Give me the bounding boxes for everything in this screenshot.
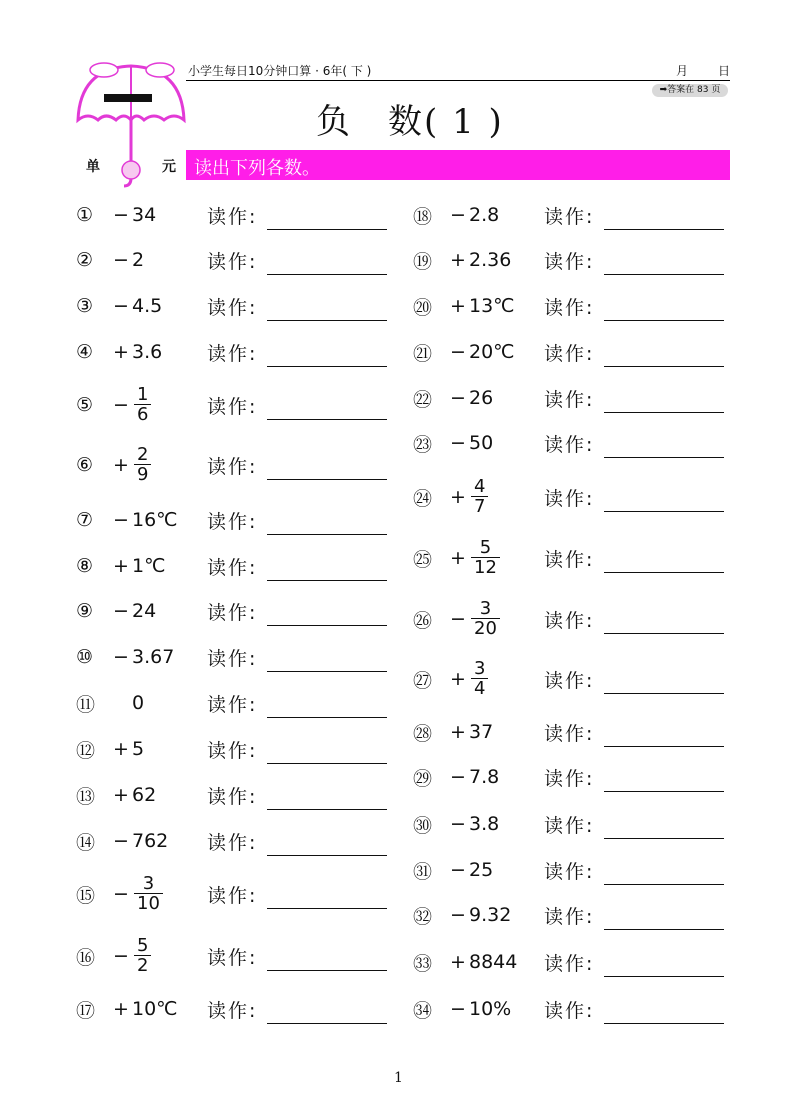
item-sign: − [450,387,466,409]
item-value: 1℃ [132,555,166,577]
item-sign: − [450,341,466,363]
item-value: 2.8 [469,204,500,226]
item-number: ⑥ [76,454,94,476]
exercise-item [76,935,151,976]
item-value: 5 [132,738,145,760]
read-as-label: 读作: [544,768,595,790]
item-number: ㉝ [413,952,433,975]
fraction-numerator: 2 [137,444,149,465]
item-sign: − [450,904,466,926]
read-as-label: 读作: [544,906,595,928]
answer-blank[interactable] [604,693,724,694]
read-as-label: 读作: [207,648,258,670]
item-number: ⑯ [76,946,96,969]
item-sign: − [113,295,129,317]
answer-blank[interactable] [604,320,724,321]
answer-blank[interactable] [604,412,724,413]
answer-blank[interactable] [267,419,387,420]
book-title: 小学生每日10分钟口算 · 6年( 下 ) [188,64,372,78]
fraction [471,539,500,577]
exercise-item [413,425,493,461]
item-number: ⑱ [413,205,433,228]
read-as-label: 读作: [544,610,595,632]
answer-blank[interactable] [604,791,724,792]
fraction-numerator: 3 [474,658,486,679]
read-as-label: 读作: [544,670,595,692]
answer-blank[interactable] [267,625,387,626]
item-value: 37 [469,721,494,743]
item-number: ⑨ [76,600,94,622]
fraction [471,478,488,516]
item-value: 3.67 [132,646,175,668]
exercise-item [413,242,511,278]
item-sign: − [450,608,466,630]
read-as-label: 读作: [207,557,258,579]
item-sign: − [450,432,466,454]
read-as-label: 读作: [544,343,595,365]
item-sign: − [450,998,466,1020]
item-value: 0 [132,692,145,714]
read-as-label: 读作: [207,343,258,365]
exercise-item [76,777,156,813]
item-value: 4.5 [132,295,163,317]
item-number: ㉒ [413,388,433,411]
item-sign: − [113,600,129,622]
header-divider [186,80,730,81]
item-number: ② [76,249,94,271]
exercise-item [76,444,151,485]
item-value: 20℃ [469,341,515,363]
item-value: 26 [469,387,494,409]
read-as-label: 读作: [207,602,258,624]
item-number: ⑲ [413,250,433,273]
item-sign: − [450,859,466,881]
read-as-label: 读作: [207,740,258,762]
read-as-label: 读作: [207,947,258,969]
fraction [471,600,500,638]
item-sign: + [113,341,129,363]
fraction-denominator: 12 [471,557,500,577]
read-as-label: 读作: [207,396,258,418]
exercise-item [76,731,144,767]
item-number: ㉕ [413,548,433,571]
read-as-label: 读作: [207,832,258,854]
answer-blank[interactable] [604,274,724,275]
item-number: ⑮ [76,884,96,907]
item-sign: − [113,646,129,668]
item-sign: + [450,721,466,743]
unit-label-dan: 单 [86,159,100,175]
unit-number-bar [104,94,152,102]
exercise-item [413,714,493,750]
item-sign: + [113,738,129,760]
item-sign: − [113,394,129,416]
exercise-item [413,476,488,517]
item-sign: − [113,249,129,271]
answer-blank[interactable] [267,855,387,856]
item-number: ⑩ [76,646,94,668]
fraction-denominator: 20 [471,618,500,638]
fraction [134,875,163,913]
answer-blank[interactable] [267,534,387,535]
fraction-denominator: 9 [134,464,151,484]
item-value: 10℃ [132,998,178,1020]
exercise-item [413,991,511,1027]
item-number: ㉘ [413,722,433,745]
exercise-item [76,334,162,370]
item-sign: + [450,951,466,973]
exercise-item [76,502,178,538]
fraction-denominator: 10 [134,893,163,913]
fraction-numerator: 3 [142,873,155,894]
read-as-label: 读作: [207,206,258,228]
answer-blank[interactable] [604,511,724,512]
item-value: 10% [469,998,512,1020]
fraction-numerator: 1 [137,384,149,405]
answer-blank[interactable] [267,320,387,321]
read-as-label: 读作: [207,1000,258,1022]
answer-blank[interactable] [604,366,724,367]
read-as-label: 读作: [207,511,258,533]
answer-blank[interactable] [604,884,724,885]
answer-blank[interactable] [267,671,387,672]
read-as-label: 读作: [544,549,595,571]
item-value: 25 [469,859,494,881]
fraction-denominator: 6 [134,404,151,424]
fraction-numerator: 3 [479,598,492,619]
exercise-item [76,242,144,278]
exercise-item [76,288,162,324]
item-value: 62 [132,784,157,806]
read-as-label: 读作: [544,861,595,883]
answer-blank[interactable] [604,229,724,230]
fraction-numerator: 5 [137,935,149,956]
item-value: 3.8 [469,813,500,835]
read-as-label: 读作: [207,885,258,907]
fraction-denominator: 4 [471,678,488,698]
page-title: 负 数( 1 ) [316,102,504,142]
exercise-item [76,197,156,233]
exercise-item [76,873,163,914]
fraction [134,446,151,484]
read-as-label: 读作: [544,251,595,273]
item-number: ③ [76,295,94,317]
answer-blank[interactable] [267,809,387,810]
exercise-item [413,852,493,888]
item-number: ㉛ [413,860,433,883]
answer-blank[interactable] [267,970,387,971]
item-value: 34 [132,204,157,226]
item-value: 7.8 [469,766,500,788]
answer-blank[interactable] [604,976,724,977]
exercise-item [76,823,168,859]
item-number: ㉗ [413,669,433,692]
answer-blank[interactable] [604,633,724,634]
exercise-item [413,759,499,795]
item-value: 3.6 [132,341,163,363]
item-value: 8844 [469,951,518,973]
read-as-label: 读作: [544,815,595,837]
exercise-item [76,384,151,425]
fraction [471,660,488,698]
exercise-item [76,593,156,629]
item-value: 9.32 [469,904,512,926]
read-as-label: 读作: [544,297,595,319]
day-label: 日 [718,64,731,78]
exercise-item [76,548,165,584]
read-as-label: 读作: [544,1000,595,1022]
answer-blank[interactable] [267,366,387,367]
item-sign: + [450,547,466,569]
answer-blank[interactable] [267,229,387,230]
item-sign: − [450,204,466,226]
item-number: ㉚ [413,814,433,837]
fraction-numerator: 4 [474,476,486,497]
answer-blank[interactable] [604,457,724,458]
item-number: ⑳ [413,296,433,319]
month-label: 月 [676,64,689,78]
answer-blank[interactable] [267,908,387,909]
item-number: ⑦ [76,509,94,531]
answer-blank[interactable] [267,717,387,718]
item-sign: − [450,813,466,835]
item-value: 24 [132,600,157,622]
item-number: ㉙ [413,767,433,790]
exercise-item [413,288,515,324]
exercise-item [413,380,493,416]
item-number: ⑫ [76,739,96,762]
item-number: ⑭ [76,831,96,854]
item-number: ⑬ [76,785,96,808]
read-as-label: 读作: [544,723,595,745]
item-sign: − [113,945,129,967]
exercise-item [413,944,517,980]
item-sign: + [450,668,466,690]
item-sign: + [450,295,466,317]
read-as-label: 读作: [544,488,595,510]
item-value: 2 [132,249,145,271]
fraction [134,386,151,424]
item-sign: + [113,784,129,806]
exercise-item [413,197,499,233]
item-value: 50 [469,432,494,454]
exercise-item [413,334,515,370]
item-number: ⑤ [76,394,94,416]
instruction-text: 读出下列各数。 [194,158,320,179]
read-as-label: 读作: [544,206,595,228]
fraction-numerator: 5 [479,537,492,558]
exercise-item [413,806,499,842]
read-as-label: 读作: [544,434,595,456]
exercise-item [413,897,511,933]
answer-blank[interactable] [267,274,387,275]
item-sign: + [113,555,129,577]
exercise-item [413,537,500,578]
read-as-label: 读作: [207,456,258,478]
item-sign: − [450,766,466,788]
item-number: ⑧ [76,555,94,577]
item-sign: + [113,454,129,476]
exercise-item [76,685,144,721]
item-sign: − [113,830,129,852]
read-as-label: 读作: [544,389,595,411]
fraction-denominator: 2 [134,955,151,975]
exercise-item [413,658,488,699]
item-number: ① [76,204,94,226]
answer-blank[interactable] [604,838,724,839]
item-number: ㉑ [413,342,433,365]
item-number: ⑰ [76,999,96,1022]
item-number: ㉞ [413,999,433,1022]
item-number: ⑪ [76,693,96,716]
read-as-label: 读作: [207,297,258,319]
item-sign: + [450,249,466,271]
answer-blank[interactable] [604,929,724,930]
item-value: 16℃ [132,509,178,531]
answer-blank[interactable] [267,763,387,764]
answer-blank[interactable] [604,746,724,747]
item-number: ④ [76,341,94,363]
item-value: 762 [132,830,169,852]
answer-blank[interactable] [604,572,724,573]
item-sign: − [113,509,129,531]
exercise-item [76,991,178,1027]
item-number: ㉖ [413,609,433,632]
answer-blank[interactable] [267,580,387,581]
read-as-label: 读作: [544,953,595,975]
unit-label-yuan: 元 [162,159,176,175]
item-number: ㉜ [413,905,433,928]
read-as-label: 读作: [207,786,258,808]
fraction [134,937,151,975]
page-number: 1 [394,1070,403,1086]
item-sign: + [113,998,129,1020]
answer-reference-badge: ➡答案在 83 页 [652,84,728,97]
read-as-label: 读作: [207,251,258,273]
item-sign: − [113,883,129,905]
read-as-label: 读作: [207,694,258,716]
item-number: ㉔ [413,487,433,510]
item-value: 13℃ [469,295,515,317]
item-sign: − [113,204,129,226]
exercise-item [76,639,174,675]
fraction-denominator: 7 [471,496,488,516]
exercise-item [413,598,500,639]
answer-blank[interactable] [604,1023,724,1024]
answer-blank[interactable] [267,479,387,480]
item-sign: + [450,486,466,508]
item-number: ㉓ [413,433,433,456]
answer-blank[interactable] [267,1023,387,1024]
item-value: 2.36 [469,249,512,271]
